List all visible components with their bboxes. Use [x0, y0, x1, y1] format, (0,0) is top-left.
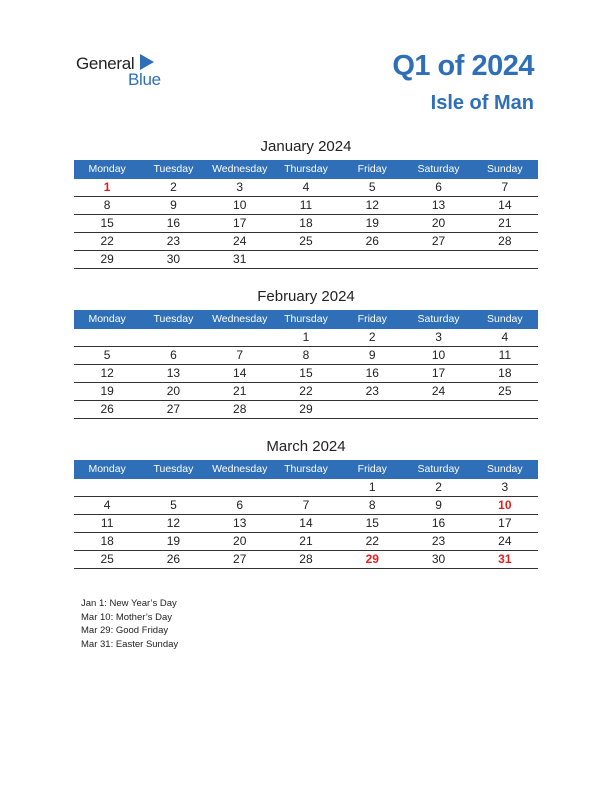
weekday-label: Tuesday	[153, 313, 194, 325]
day-cell: 20	[233, 534, 247, 548]
weekday-label: Sunday	[487, 313, 523, 325]
day-cell: 23	[166, 234, 181, 248]
day-cell: 8	[302, 348, 310, 362]
day-cell: 15	[100, 216, 114, 230]
month-february	[74, 288, 538, 419]
empty-day-cell	[207, 329, 273, 346]
week-row	[74, 401, 538, 419]
empty-day-cell	[207, 479, 273, 496]
weekday-label: Tuesday	[153, 463, 194, 475]
day-cell: 17	[431, 366, 446, 380]
day-cell: 1	[302, 330, 310, 344]
day-cell: 21	[233, 384, 247, 398]
weekday-header	[74, 460, 538, 479]
holiday-note: Mar 31: Easter Sunday	[81, 638, 179, 650]
empty-day-cell	[140, 479, 206, 496]
day-cell: 6	[170, 348, 177, 362]
day-cell: 11	[299, 198, 313, 212]
week-row	[74, 329, 538, 347]
day-cell: 3	[236, 180, 244, 194]
holiday-note: Mar 10: Mother’s Day	[81, 611, 172, 623]
holiday-notes	[81, 597, 178, 651]
weekday-label: Thursday	[284, 463, 328, 475]
page-title: Q1 of 2024	[392, 50, 534, 82]
week-row	[74, 551, 538, 569]
day-cell: 22	[299, 384, 313, 398]
empty-day-cell	[140, 329, 206, 346]
month-title: March 2024	[266, 438, 346, 455]
day-cell: 22	[365, 534, 379, 548]
week-row	[74, 515, 538, 533]
day-cell: 18	[299, 216, 313, 230]
day-cell: 5	[170, 498, 177, 512]
weekday-label: Wednesday	[212, 463, 268, 475]
weekday-label: Sunday	[487, 163, 523, 175]
day-cell: 8	[368, 498, 376, 512]
weeks	[74, 179, 538, 269]
day-cell: 11	[498, 348, 512, 362]
weekday-label: Friday	[357, 163, 387, 175]
day-cell: 18	[100, 534, 114, 548]
day-cell: 19	[166, 534, 181, 548]
day-cell: 13	[431, 198, 446, 212]
day-cell: 18	[498, 366, 512, 380]
logo-flag-icon	[140, 54, 154, 70]
day-cell: 24	[431, 384, 446, 398]
day-cell: 23	[365, 384, 379, 398]
day-cell: 7	[501, 180, 509, 194]
day-cell: 27	[166, 402, 181, 416]
day-cell: 10	[233, 198, 247, 212]
day-cell: 15	[299, 366, 313, 380]
day-cell: 10	[498, 498, 512, 512]
day-cell: 19	[365, 216, 379, 230]
week-row	[74, 215, 538, 233]
day-cell: 15	[365, 516, 379, 530]
week-row	[74, 179, 538, 197]
weekday-label: Wednesday	[212, 163, 268, 175]
weekday-label: Tuesday	[153, 163, 194, 175]
day-cell: 19	[100, 384, 114, 398]
day-cell: 7	[302, 498, 310, 512]
day-cell: 24	[498, 534, 512, 548]
empty-day-cell	[273, 251, 339, 268]
day-cell: 1	[368, 480, 376, 494]
day-cell: 21	[299, 534, 313, 548]
weekday-label: Monday	[88, 163, 126, 175]
week-row	[74, 497, 538, 515]
day-cell: 17	[233, 216, 247, 230]
week-row	[74, 365, 538, 383]
weekday-label: Wednesday	[212, 313, 268, 325]
weekday-label: Friday	[357, 463, 387, 475]
day-cell: 26	[100, 402, 114, 416]
day-cell: 25	[498, 384, 512, 398]
generalblue-logo	[76, 52, 176, 92]
day-cell: 9	[170, 198, 177, 212]
day-cell: 12	[100, 366, 114, 380]
day-cell: 27	[233, 552, 247, 566]
logo-text-blue: Blue	[128, 70, 161, 89]
week-row	[74, 251, 538, 269]
day-cell: 16	[365, 366, 379, 380]
day-cell: 9	[435, 498, 442, 512]
weekday-label: Thursday	[284, 163, 328, 175]
month-title: February 2024	[257, 288, 355, 305]
holiday-note: Jan 1: New Year’s Day	[81, 598, 177, 609]
day-cell: 14	[233, 366, 247, 380]
holiday-note: Mar 29: Good Friday	[81, 625, 169, 636]
weekday-label: Saturday	[417, 463, 460, 475]
day-cell: 17	[498, 516, 512, 530]
weekday-label: Sunday	[487, 463, 523, 475]
week-row	[74, 197, 538, 215]
day-cell: 31	[498, 552, 512, 566]
day-cell: 10	[431, 348, 446, 362]
day-cell: 7	[236, 348, 244, 362]
day-cell: 22	[100, 234, 114, 248]
week-row	[74, 479, 538, 497]
empty-day-cell	[74, 479, 140, 496]
day-cell: 2	[368, 330, 376, 344]
day-cell: 5	[103, 348, 111, 362]
weeks	[74, 329, 538, 419]
day-cell: 6	[236, 498, 244, 512]
day-cell: 11	[100, 516, 114, 530]
month-january	[74, 138, 538, 269]
day-cell: 5	[368, 180, 376, 194]
day-cell: 21	[498, 216, 512, 230]
day-cell: 30	[431, 552, 446, 566]
day-cell: 29	[365, 552, 379, 566]
day-cell: 3	[435, 330, 442, 344]
empty-day-cell	[472, 401, 538, 418]
day-cell: 25	[100, 552, 114, 566]
empty-day-cell	[472, 251, 538, 268]
day-cell: 29	[100, 252, 114, 266]
day-cell: 30	[166, 252, 181, 266]
empty-day-cell	[74, 329, 140, 346]
day-cell: 2	[435, 480, 442, 494]
empty-day-cell	[339, 401, 405, 418]
weekday-label: Monday	[88, 463, 126, 475]
day-cell: 13	[233, 516, 247, 530]
logo-text-general: General	[76, 54, 135, 73]
empty-day-cell	[405, 401, 471, 418]
day-cell: 28	[498, 234, 512, 248]
weekday-header	[74, 160, 538, 179]
day-cell: 12	[365, 198, 379, 212]
day-cell: 16	[431, 516, 446, 530]
day-cell: 12	[166, 516, 181, 530]
weekday-label: Saturday	[417, 163, 460, 175]
day-cell: 6	[435, 180, 442, 194]
day-cell: 1	[103, 180, 111, 194]
day-cell: 14	[299, 516, 313, 530]
week-row	[74, 533, 538, 551]
day-cell: 29	[299, 402, 313, 416]
empty-day-cell	[405, 251, 471, 268]
region-subtitle: Isle of Man	[430, 92, 534, 114]
month-title: January 2024	[260, 138, 352, 155]
day-cell: 3	[501, 480, 509, 494]
empty-day-cell	[339, 251, 405, 268]
weekday-label: Thursday	[284, 313, 328, 325]
day-cell: 8	[103, 198, 111, 212]
weekday-header	[74, 310, 538, 329]
day-cell: 28	[299, 552, 313, 566]
day-cell: 13	[166, 366, 181, 380]
week-row	[74, 233, 538, 251]
day-cell: 20	[431, 216, 446, 230]
day-cell: 26	[365, 234, 379, 248]
day-cell: 9	[368, 348, 376, 362]
day-cell: 2	[170, 180, 177, 194]
month-march	[74, 438, 538, 569]
weekday-label: Monday	[88, 313, 126, 325]
weeks	[74, 479, 538, 569]
day-cell: 4	[302, 180, 310, 194]
day-cell: 23	[431, 534, 446, 548]
day-cell: 20	[166, 384, 181, 398]
day-cell: 26	[166, 552, 181, 566]
weekday-label: Saturday	[417, 313, 460, 325]
day-cell: 16	[166, 216, 181, 230]
day-cell: 27	[431, 234, 446, 248]
day-cell: 4	[501, 330, 509, 344]
empty-day-cell	[273, 479, 339, 496]
day-cell: 31	[233, 252, 247, 266]
day-cell: 25	[299, 234, 313, 248]
weekday-label: Friday	[357, 313, 387, 325]
week-row	[74, 383, 538, 401]
week-row	[74, 347, 538, 365]
day-cell: 24	[233, 234, 247, 248]
day-cell: 4	[103, 498, 111, 512]
day-cell: 28	[233, 402, 247, 416]
day-cell: 14	[498, 198, 512, 212]
